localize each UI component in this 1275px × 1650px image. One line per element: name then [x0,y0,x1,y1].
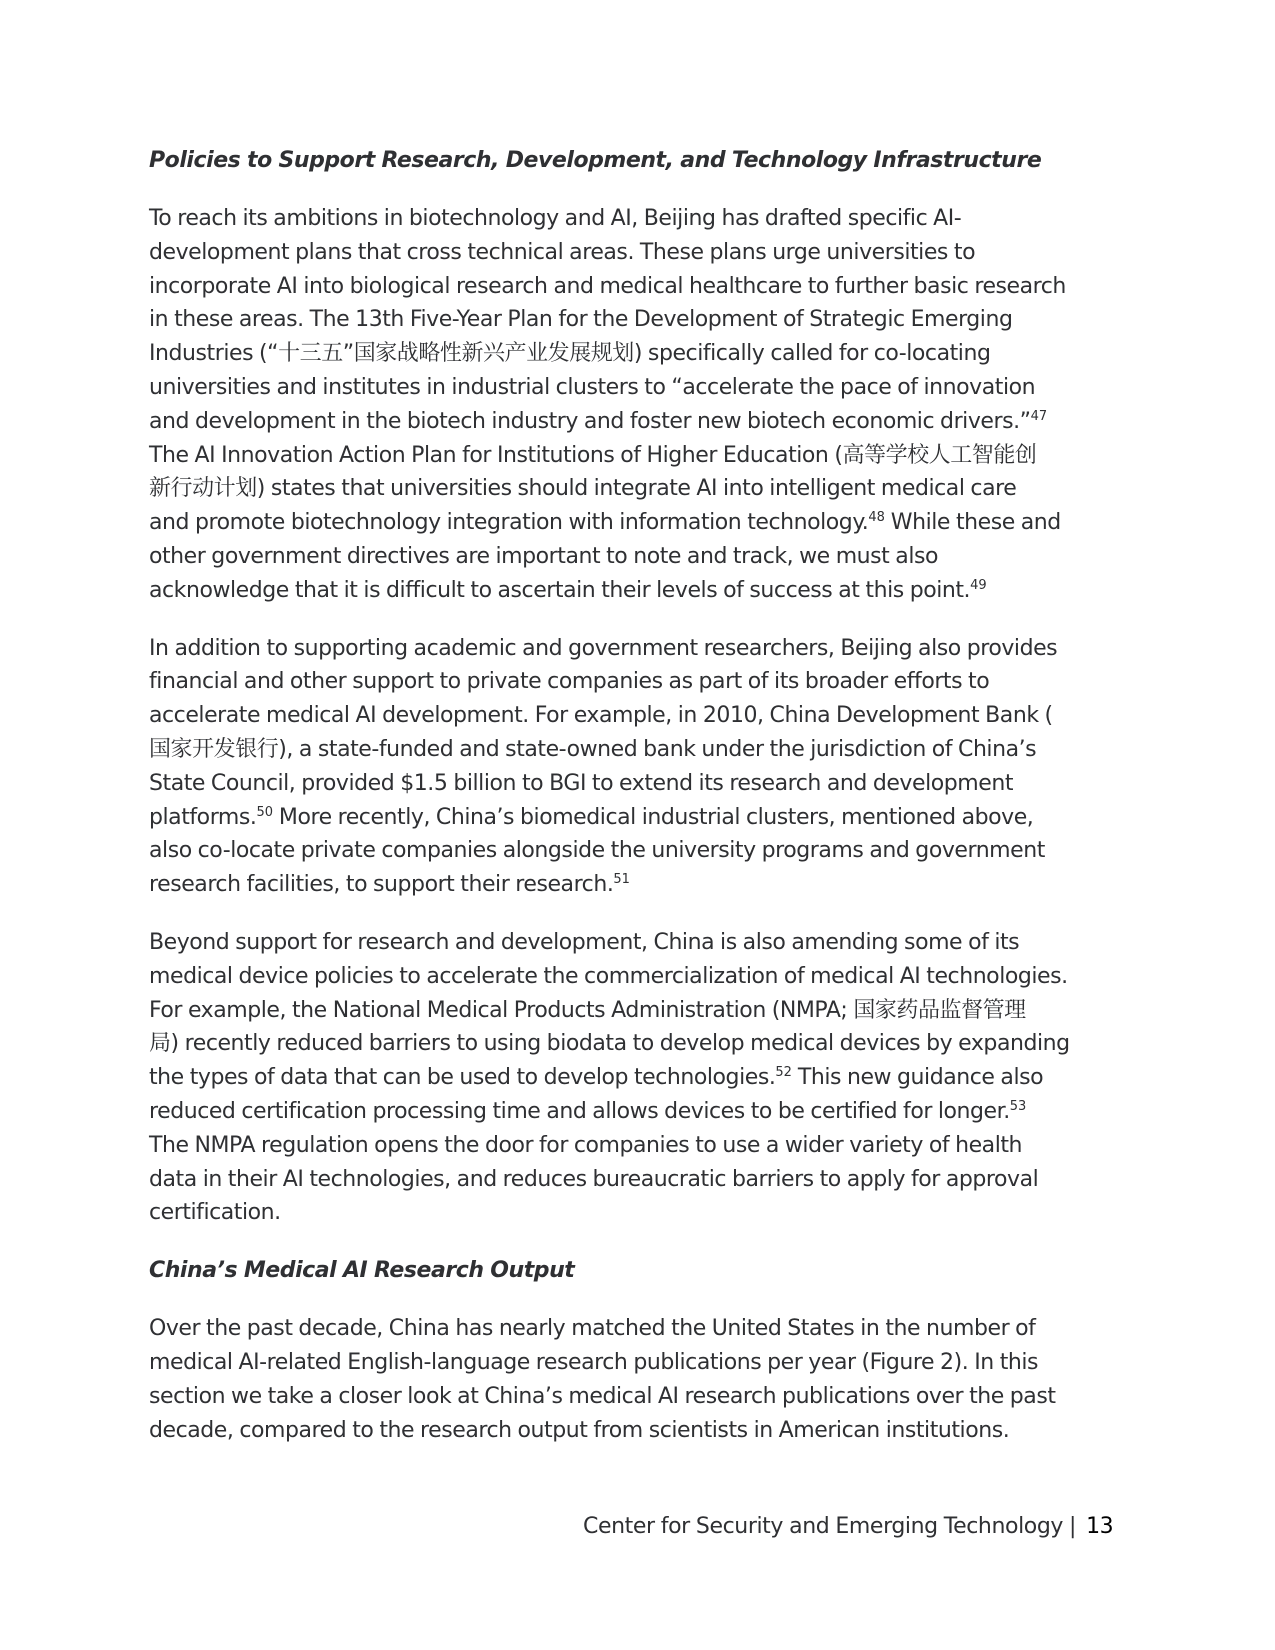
section-heading-research-output: China’s Medical AI Research Output [149,1258,575,1284]
footer-separator: | [1069,1514,1077,1539]
paragraph-medical-device-policies: Beyond support for research and development, China is also amending some of its medical device policies to accelerate the commercialization of medical AI technologies. For example, the National Medical Products Administration (NMPA; 国家药品监督管理 局) recently reduced barriers to using biodata to develop medical devices by expanding the types of data that can be used to develop technologies.$^{52}$ This new guidance also reduced certification processing time and allows devices to be certified for longer.$^{53}$ The NMPA regulation opens the door for companies to use a wider variety of health data in their AI technologies, and reduces bureaucratic barriers to apply for approval certification. [149,929,1070,1226]
footnote-ref[interactable]: 50 [256,804,273,820]
paragraph-private-company-support: In addition to supporting academic and government researchers, Beijing also provides financial and other support to private companies as part of its broader efforts to accelerate medical AI development. For example, in 2010, China Development Bank ( 国家开发银行), a state-funded and state-owned bank under the jurisdiction of China’s State Council, provided $1.5 billion to BGI to extend its research and development platforms.$^{50}$ More recently, China’s biomedical industrial clusters, mentioned above, also co-locate private companies alongside the university programs and government research facilities, to support their research.$^{51}$ [149,635,1058,898]
footnote-ref[interactable]: 53 [1009,1098,1027,1114]
footnote-ref[interactable]: 47 [1030,408,1048,424]
footnote-ref[interactable]: 52 [775,1065,792,1081]
page-footer [583,1510,1113,1544]
page-body [149,144,1114,1471]
footnote-ref[interactable]: 48 [868,510,885,526]
footnote-ref[interactable]: 49 [970,577,987,593]
footer-organization: Center for Security and Emerging Technology [583,1514,1064,1539]
page-number: 13 [1086,1514,1114,1539]
paragraph-research-output: Over the past decade, China has nearly matched the United States in the number of medical AI-related English-language research publications per year (Figure 2). In this section we take a closer look at China’s medical AI research publications over the past decade, compared to the research output from scientists in American institutions. [149,1316,1056,1443]
section-heading-policies: Policies to Support Research, Development, and Technology Infrastructure [149,148,1042,173]
footnote-ref[interactable]: 51 [613,872,630,888]
paragraph-ai-development-plans: To reach its ambitions in biotechnology and AI, Beijing has drafted specific AI- development plans that cross technical areas. These plans urge universities to incorporate AI into biological research and medical healthcare to further basic research in these areas. The 13th Five-Year Plan for the Development of Strategic Emerging Industries (“十三五”国家战略性新兴产业发展规划) specifically called for co-locating universities and institutes in industrial clusters to “accelerate the pace of innovation and development in the biotech industry and foster new biotech economic drivers.”$^{47}$ The AI Innovation Action Plan for Institutions of Higher Education (高等学校人工智能创 新行动计划) states that universities should integrate AI into intelligent medical care and promote biotechnology integration with information technology.$^{48}$ While these and other government directives are important to note and track, we must also acknowledge that it is difficult to ascertain their levels of success at this point.$^{49}$ [149,206,1066,603]
